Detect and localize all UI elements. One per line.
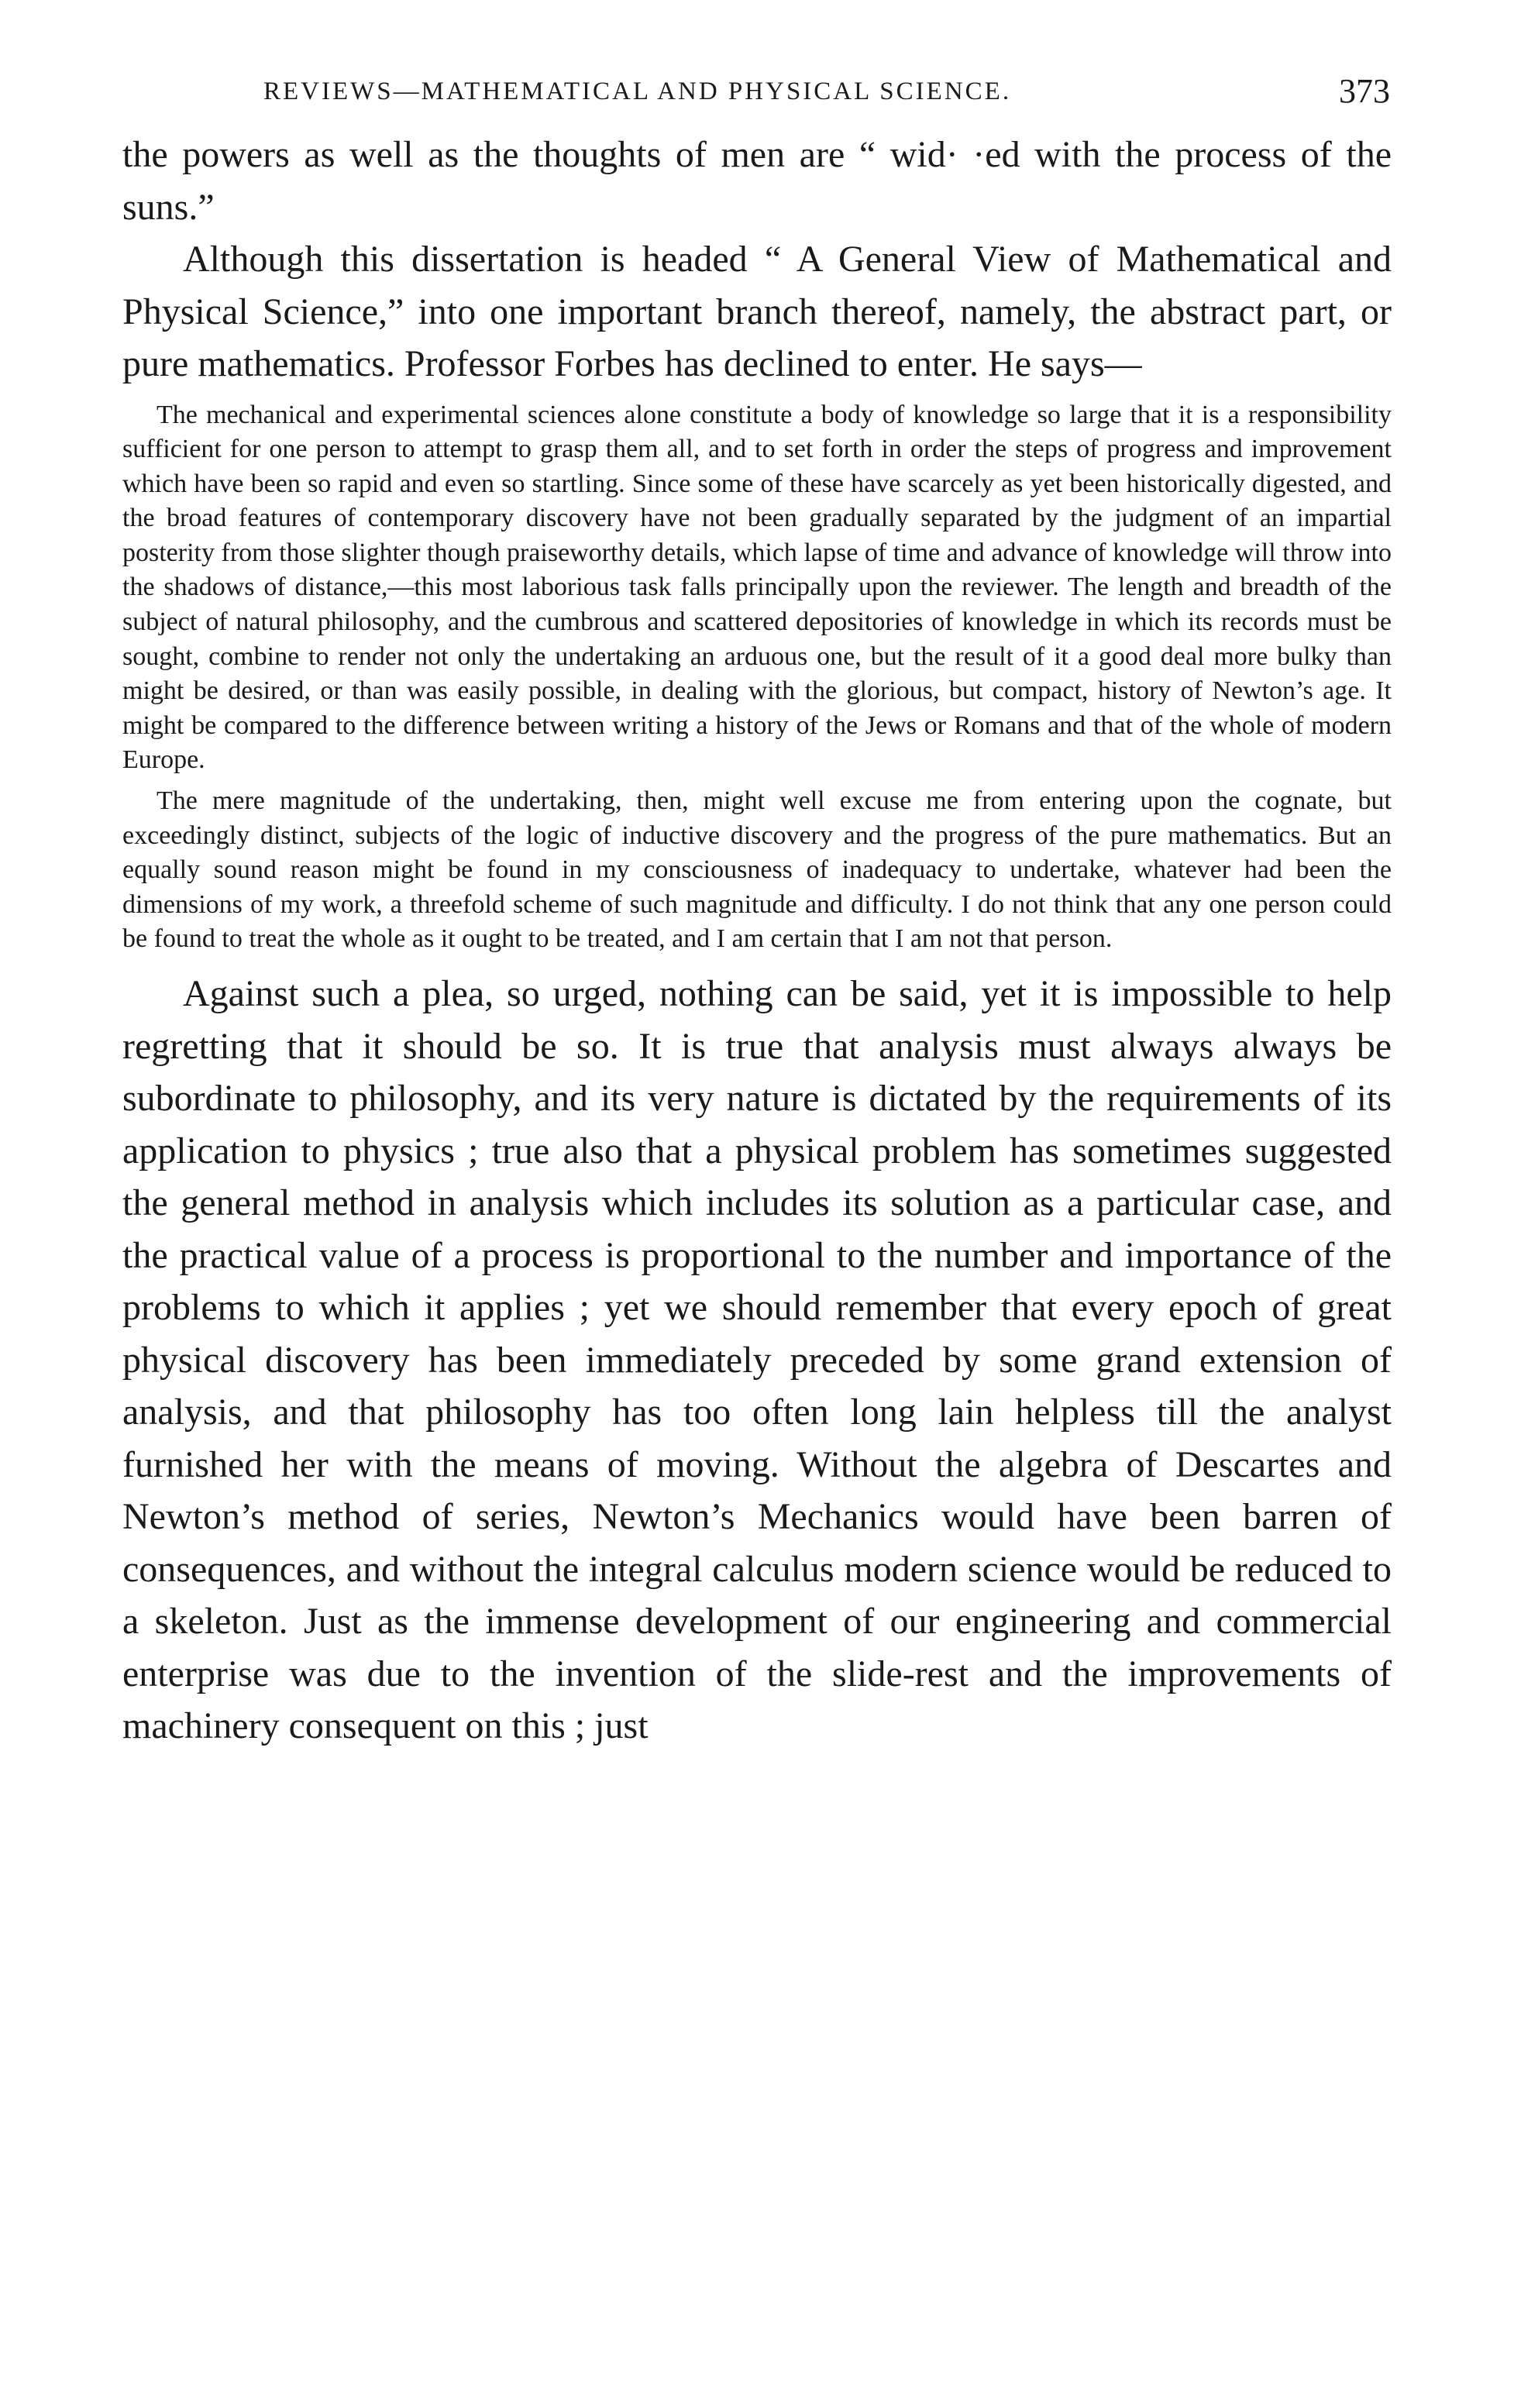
block-quotation	[122, 398, 1392, 958]
running-title: REVIEWS—MATHEMATICAL AND PHYSICAL SCIENCE.	[263, 77, 1012, 105]
quotation-paragraph-1: The mechanical and experimental sciences alone constitute a body of knowledge so large that it is a responsibility sufficient for one person to attempt to grasp them all, and to set forth in order the steps of progress and improvement which have been so rapid and even so startling. Since some of these have scarcely as yet been historically digested, and the broad features of contemporary discovery have not been gradually separated by the judgment of an impartial posterity from those slighter though praiseworthy details, which lapse of time and advance of knowledge will throw into the shadows of distance,—this most laborious task falls principally upon the reviewer. The length and breadth of the subject of natural philosophy, and the cumbrous and scattered depositories of knowledge in which its records must be sought, combine to render not only the undertaking an arduous one, but the result of it a good deal more bulky than might be desired, or than was easily possible, in dealing with the glorious, but compact, history of Newton’s age. It might be compared to the difference between writing a history of the Jews or Romans and that of the whole of modern Europe.	[122, 400, 1392, 775]
paragraph-against-plea: Against such a plea, so urged, nothing can be said, yet it is impossible to help regretting that it should be so. It is true that analysis must always always be subordinate to philosophy, and its very nature is dictated by the requirements of its application to physics ; true also that a physical problem has sometimes suggested the general method in analysis which includes its solution as a particular case, and the practical value of a process is proportional to the number and importance of the problems to which it applies ; yet we should remember that every epoch of great physical discovery has been immediately preceded by some grand extension of analysis, and that philosophy has too often long lain helpless till the analyst furnished her with the means of moving. Without the algebra of Descartes and Newton’s method of series, Newton’s Mechanics would have been barren of consequences, and without the integral calculus modern science would be reduced to a skeleton. Just as the immense development of our engineering and commercial enterprise was due to the invention of the slide-rest and the improvements of machinery consequent on this ; just	[122, 973, 1392, 1746]
page-number: 373	[1339, 72, 1390, 110]
running-head	[122, 74, 1392, 129]
quotation-paragraph-2: The mere magnitude of the undertaking, then, might well excuse me from entering upon the cognate, but exceedingly distinct, subjects of the logic of inductive discovery and the progress of the pure mathematics. But an equally sound reason might be found in my consciousness of inadequacy to undertake, whatever had been the dimensions of my work, a threefold scheme of such magnitude and difficulty. I do not think that any one person could be found to treat the whole as it ought to be treated, and I am certain that I am not that person.	[122, 786, 1392, 954]
paragraph-forbes-intro: Although this dissertation is headed “ A General View of Mathematical and Physical Science,” into one important branch thereof, namely, the abstract part, or pure mathematics. Professor Forbes has declined to enter. He says—	[122, 239, 1392, 384]
continued-paragraph: the powers as well as the thoughts of men are “ wid· ·ed with the process of the suns.”	[122, 134, 1392, 228]
book-page	[122, 74, 1392, 1753]
